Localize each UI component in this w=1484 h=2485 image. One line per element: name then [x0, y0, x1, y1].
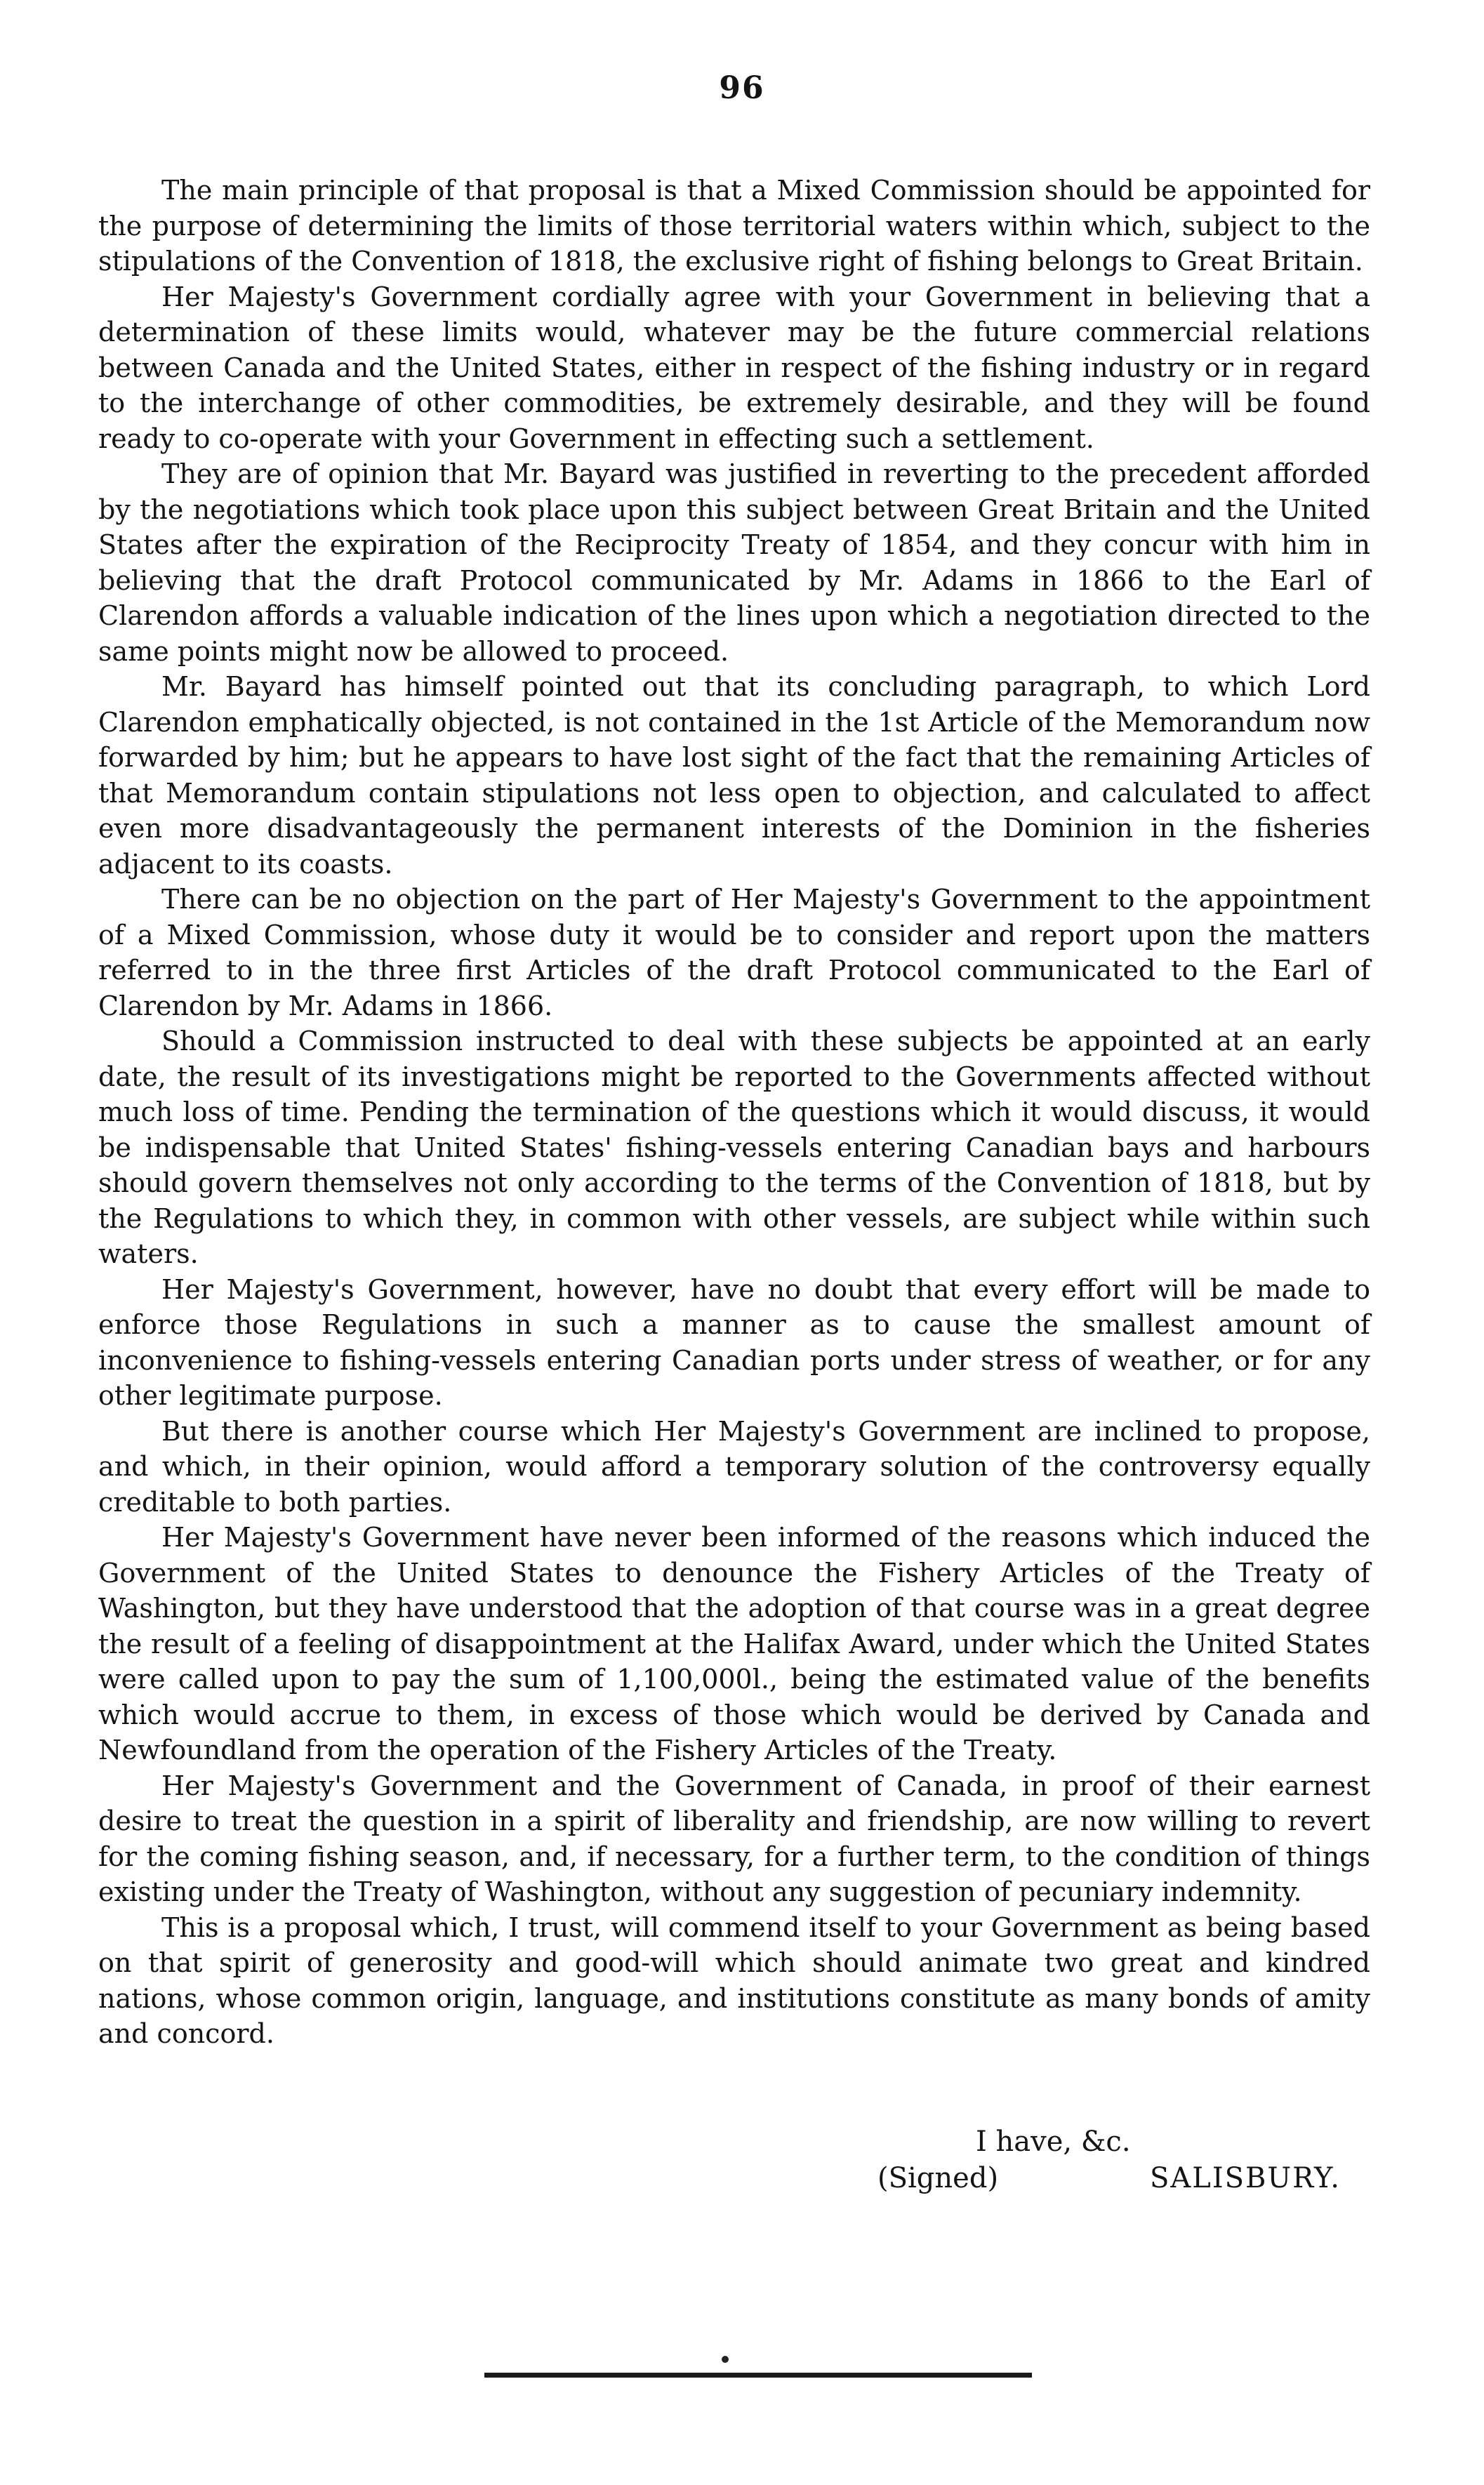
paragraph: Her Majesty's Government and the Government of Canada, in proof of their earnest desire to treat the question in a spirit of liberality and friendship, are now willing to revert for the coming fishing season, and, if necessary, for a further term, to the condition of things existing under the Treaty of Washington, without any suggestion of pecuniary indemnity. [98, 1770, 1370, 1907]
signature-row [863, 2160, 1383, 2196]
paragraph: They are of opinion that Mr. Bayard was justified in reverting to the precedent afforded by the negotiations which took place upon this subject between Great Britain and the United States after the expiration of the Reciprocity Treaty of 1854, and they concur with him in believing that the draft Protocol communicated by Mr. Adams in 1866 to the Earl of Clarendon affords a valuable indication of the lines upon which a negotiation directed to the same points might now be allowed to proceed. [98, 458, 1370, 667]
closing-block [863, 2123, 1383, 2196]
paragraph: The main principle of that proposal is that a Mixed Commission should be appointed for the purpose of determining the limits of those territorial waters within which, subject to the stipulations of the Convention of 1818, the exclusive right of fishing belongs to Great Britain. [98, 175, 1370, 277]
signed-label: (Signed) [877, 2162, 999, 2194]
letter-body [98, 173, 1370, 2052]
paragraph: Her Majesty's Government, however, have no doubt that every effort will be made to enforce those Regulations in such a manner as to cause the smallest amount of inconvenience to fishing-vessels entering Canadian ports under stress of weather, or for any other legitimate purpose. [98, 1273, 1370, 1411]
paragraph: This is a proposal which, I trust, will commend itself to your Government as being based on that spirit of generosity and good-will which should animate two great and kindred nations, whose common origin, language, and institutions constitute as many bonds of amity and concord. [98, 1911, 1370, 2049]
printer-dot [722, 2356, 729, 2363]
signer-name: SALISBURY. [1149, 2162, 1341, 2194]
paragraph: Her Majesty's Government cordially agree with your Government in believing that a determination of these limits would, whatever may be the future commercial relations between Canada and the United States, either in respect of the fishing industry or in regard to the interchange of other commodities, be extremely desirable, and they will be found ready to co-operate with your Government in effecting such a settlement. [98, 281, 1370, 454]
paragraph: Should a Commission instructed to deal with these subjects be appointed at an early date, the result of its investigations might be reported to the Governments affected without much loss of time. Pending the termination of the questions which it would discuss, it would be indispensable that United States' fishing-vessels entering Canadian bays and harbours should govern themselves not only according to the terms of the Convention of 1818, but by the Regulations to which they, in common with other vessels, are subject while within such waters. [98, 1026, 1370, 1269]
page-number: 96 [719, 70, 765, 106]
closing-greeting: I have, &c. [976, 2126, 1131, 2158]
paragraph: Her Majesty's Government have never been informed of the reasons which induced the Government of the United States to denounce the Fishery Articles of the Treaty of Washington, but they have understood that the adoption of that course was in a great degree the result of a feeling of disappointment at the Halifax Award, under which the United States were called upon to pay the sum of 1,100,000l., being the estimated value of the benefits which would accrue to them, in excess of those which would be derived by Canada and Newfoundland from the operation of the Fishery Articles of the Treaty. [98, 1522, 1370, 1765]
paragraph: There can be no objection on the part of Her Majesty's Government to the appointment of a Mixed Commission, whose duty it would be to consider and report upon the matters referred to in the three first Articles of the draft Protocol communicated to the Earl of Clarendon by Mr. Adams in 1866. [98, 884, 1370, 1021]
paragraph: But there is another course which Her Majesty's Government are inclined to propose, and which, in their opinion, would afford a temporary solution of the controversy equally creditable to both parties. [98, 1415, 1370, 1518]
paragraph: Mr. Bayard has himself pointed out that its concluding paragraph, to which Lord Clarendon emphatically objected, is not contained in the 1st Article of the Memorandum now forwarded by him; but he appears to have lost sight of the fact that the remaining Articles of that Memorandum contain stipulations not less open to objection, and calculated to affect even more disadvantageously the permanent interests of the Dominion in the fisheries adjacent to its coasts. [98, 671, 1370, 880]
footer-rule [484, 2373, 1032, 2378]
